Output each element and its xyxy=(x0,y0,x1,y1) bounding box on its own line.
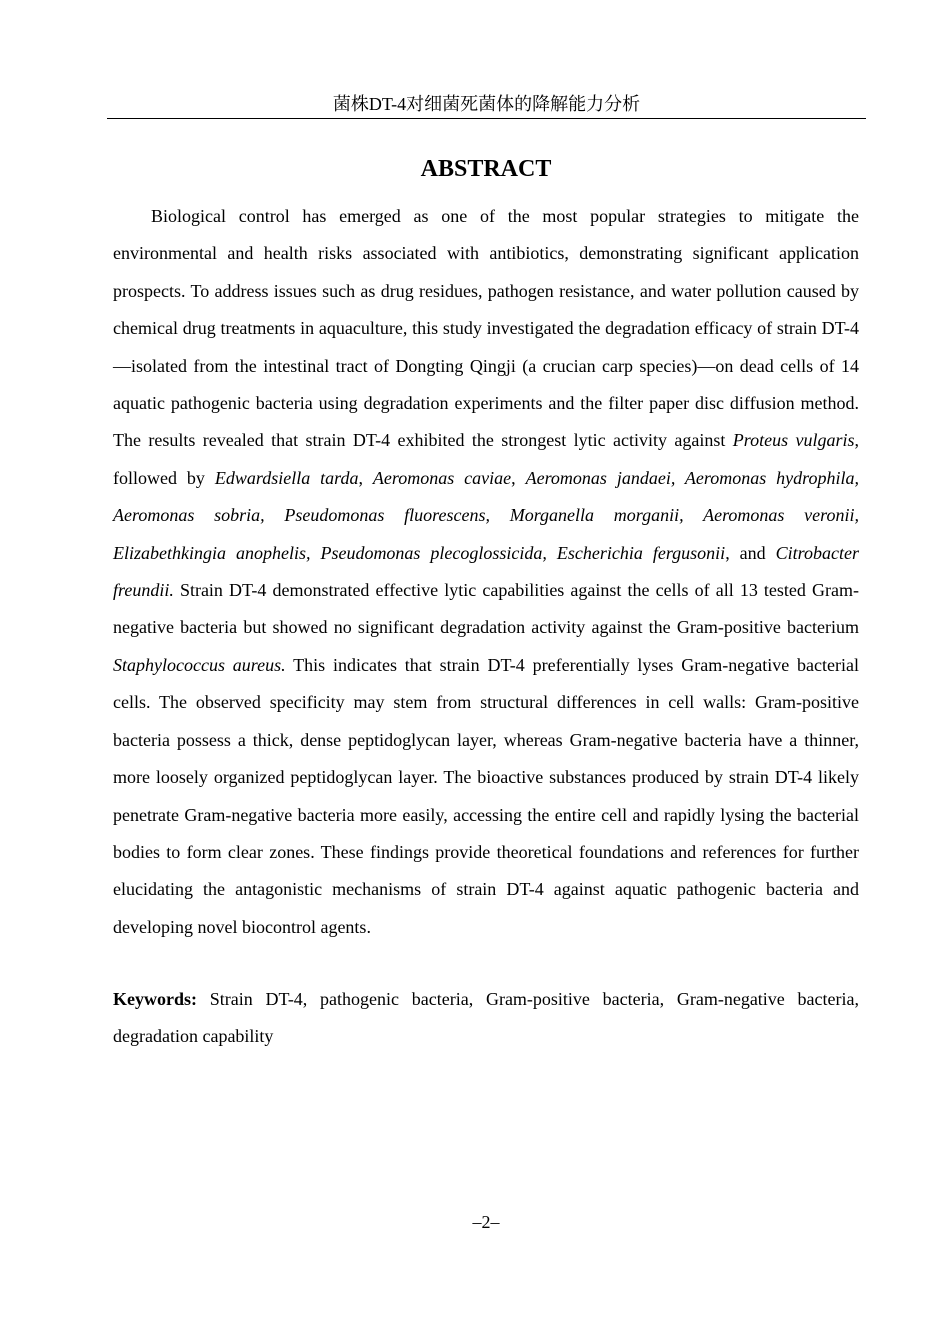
species-name: Aeromonas caviae xyxy=(372,467,512,488)
abstract-body xyxy=(113,198,859,946)
species-list: Aeromonas jandaei, Aeromonas hydrophila, Aeromonas sobria, Pseudomonas fluorescens, Morganella morganii, Aeromonas veronii, Elizabethkingia anophelis, Pseudomonas plecoglossicida, Escherichia fergusonii xyxy=(113,467,860,563)
running-header-title: 菌株DT-4对细菌死菌体的降解能力分析 xyxy=(332,94,641,114)
abstract-text: , followed by xyxy=(113,430,859,488)
running-header xyxy=(107,92,866,119)
abstract-heading: ABSTRACT xyxy=(420,156,552,182)
species-name: Staphylococcus aureus. xyxy=(113,654,286,675)
abstract-text: Biological control has emerged as one of the most popular strategies to mitigate the environmental and health risks associated with antibiotics, demonstrating significant application prospects. To address issues such as drug residues, pathogen resistance, and water pollution caused by chemical drug treatments in aquaculture, this study investigated the degradation efficacy of strain DT-4—isolated from the intestinal tract of Dongting Qingji (a crucian carp species)—on dead cells of 14 aquatic pathogenic bacteria using degradation experiments and the filter paper disc diffusion method. The results revealed that strain DT-4 exhibited the strongest lytic activity against xyxy=(113,206,859,451)
abstract-text: This indicates that strain DT-4 preferentially lyses Gram-negative bacterial cells. The observed specificity may stem from structural differences in cell walls: Gram-positive bacteria possess a thick, dense peptidoglycan layer, whereas Gram-negative bacteria have a thinner, more loosely organized peptidoglycan layer. The bioactive substances produced by strain DT-4 likely penetrate Gram-negative bacteria more easily, accessing the entire cell and rapidly lysing the bacterial bodies to form clear zones. These findings provide theoretical foundations and references for further elucidating the antagonistic mechanisms of strain DT-4 against aquatic pathogenic bacteria and developing novel biocontrol agents. xyxy=(113,654,859,937)
species-name: Edwardsiella tarda xyxy=(214,467,359,488)
keywords-line xyxy=(113,981,859,1055)
abstract-text: , xyxy=(511,467,526,488)
keywords-text: Strain DT-4, pathogenic bacteria, Gram-positive bacteria, Gram-negative bacteria, degradation capability xyxy=(113,989,859,1046)
abstract-text: Strain DT-4 demonstrated effective lytic capabilities against the cells of all 13 tested Gram-negative bacteria but showed no significant degradation activity against the Gram-positive bacterium xyxy=(113,580,859,638)
species-name: Citrobacter freundii. xyxy=(113,542,859,601)
abstract-text: , and xyxy=(725,542,776,563)
abstract-text: , xyxy=(358,467,373,488)
species-name: Proteus vulgaris xyxy=(732,430,855,451)
page-number: –2– xyxy=(472,1212,500,1232)
keywords-label: Keywords: xyxy=(113,989,197,1009)
